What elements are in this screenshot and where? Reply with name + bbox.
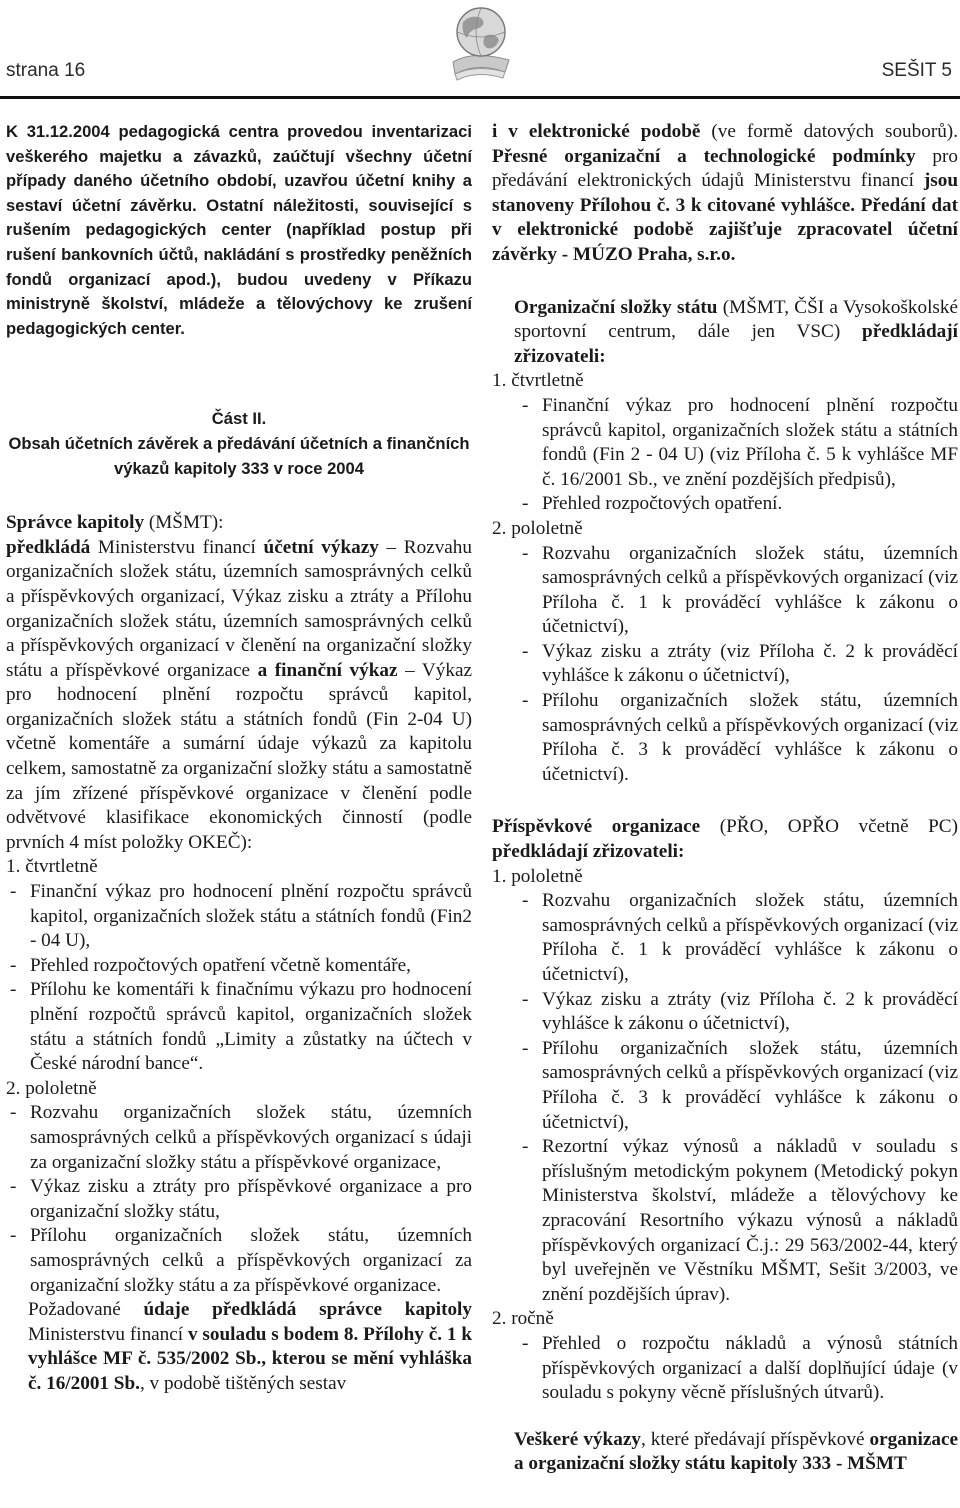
- list-item: - Výkaz zisku a ztráty (viz Příloha č. 2 k prováděcí vyhlášce k zákonu o účetnictví),: [522, 988, 958, 1035]
- header-rule: [0, 96, 960, 99]
- po-heading: Příspěvkové organizace (PŘO, OPŘO včetně PC) předkládají zřizovateli:: [492, 816, 958, 863]
- quarterly-label: 1. čtvrtletně: [6, 856, 98, 878]
- list-item: - Přehled rozpočtových opatření.: [522, 493, 783, 515]
- list-item: - Přílohu organizačních složek státu, územních samosprávných celků a příspěvkových organizací (viz Příloha č. 3 k prováděcí vyhlášce k zákonu o účetnictví).: [522, 690, 958, 785]
- spravce-label: Správce kapitoly: [6, 512, 145, 534]
- part-subtitle: Obsah účetních závěrek a předávání účetních a finančních výkazů kapitoly 333 v roce 2004: [8, 433, 470, 478]
- issue-label: SEŠIT 5: [881, 60, 952, 81]
- half-year-label: 2. pololetně: [492, 517, 583, 539]
- predklada-paragraph: předkládá Ministerstvu financí účetní výkazy – Rozvahu organizačních složek státu, územních samosprávných celků a příspěvkových organizací, Výkaz zisku a ztráty a Přílohu organizačních složek státu, územních samosprávných celků a příspěvkových organizací v členění na organizační složky státu a příspěvkové organizace a finanční výkaz – Výkaz pro hodnocení plnění rozpočtu správců kapitol, organizačních složek státu a státních fondů (Fin 2-04 U) včetně komentáře a sumární údaje výkazů za kapitolu celkem, samostatně za organizační složky státu a samostatně za jím zřízené příspěvkové organizace v členění podle odvětvové klasifikace ekonomických činností (podle prvních 4 míst položky OKEČ):: [6, 536, 472, 853]
- list-item: - Přehled o rozpočtu nákladů a výnosů státních příspěvkových organizací a další doplňující údaje (v souladu s pokyny věcně příslušných útvarů).: [522, 1332, 958, 1404]
- list-item: - Přílohu ke komentáři k finačnímu výkazu pro hodnocení plnění rozpočtů správců kapitol, organizačních složek státu a státních fondů „Limity a zůstatky na účtech v České národní bance“.: [10, 979, 472, 1075]
- left-column: [6, 120, 472, 1397]
- intro-paragraph: K 31.12.2004 pedagogická centra provedou inventarizaci veškerého majetku a závazků, zaúčtují všechny účetní případy daného účetního období, uzavřou účetní knihy a sestaví účetní závěrku. Ostatní náležitosti, související s rušením pedagogických center (například postup při rušení bankovních účtů, nakládání s prostředky peněžních fondů organizací apod.), budou uvedeny v Příkazu ministryně školství, mládeže a tělovýchovy ke zrušení pedagogických center.: [6, 122, 472, 338]
- closing-paragraph: Veškeré výkazy, které předávají příspěvkové organizace a organizační složky státu kapitoly 333 - MŠMT: [514, 1428, 958, 1475]
- globe-book-logo-icon: [443, 2, 519, 84]
- part-title: Část II.: [211, 409, 267, 429]
- half-year-label: 1. pololetně: [492, 865, 583, 887]
- list-item: - Finanční výkaz pro hodnocení plnění rozpočtu správců kapitol, organizačních složek státu a státních fondů (Fin 2 - 04 U) (viz Příloha č. 5 k vyhlášce MF č. 16/2001 Sb., ve znění pozdějších předpisů),: [522, 394, 958, 490]
- yearly-label: 2. ročně: [492, 1308, 554, 1330]
- list-item: - Rozvahu organizačních složek státu, územních samosprávných celků a příspěvkových organizací (viz Příloha č. 1 k prováděcí vyhlášce k zákonu o účetnictví),: [522, 890, 958, 985]
- list-item: - Výkaz zisku a ztráty pro příspěvkové organizace a pro organizační složky státu,: [10, 1176, 472, 1222]
- list-item: - Rezortní výkaz výnosů a nákladů v souladu s příslušným metodickým pokynem (Metodický pokyn Ministerstva školství, mládeže a tělovýchovy ke zpracování Resortního výkazu výnosů a nákladů příspěvkových organizací Č.j.: 29 563/2002-44, který byl uveřejněn ve Věstníku MŠMT, Sešit 3/2003, ve znění pozdějších úprav).: [522, 1136, 958, 1305]
- list-item: - Přehled rozpočtových opatření včetně komentáře,: [10, 954, 411, 976]
- list-item: - Výkaz zisku a ztráty (viz Příloha č. 2 k prováděcí vyhlášce k zákonu o účetnictví),: [522, 640, 958, 687]
- list-item: - Přílohu organizačních složek státu, územních samosprávných celků a příspěvkových organizací za organizační složky státu a za příspěvkové organizace.: [10, 1225, 472, 1296]
- list-item: - Přílohu organizačních složek státu, územních samosprávných celků a příspěvkových organizací (viz Příloha č. 3 k prováděcí vyhlášce k zákonu o účetnictví),: [522, 1037, 958, 1133]
- page-number: strana 16: [6, 60, 86, 81]
- list-item: - Rozvahu organizačních složek státu, územních samosprávných celků a příspěvkových organizací (viz Příloha č. 1 k prováděcí vyhlášce k zákonu o účetnictví),: [522, 542, 958, 638]
- final-paragraph: Požadované údaje předkládá správce kapitoly Ministerstvu financí v souladu s bodem 8. Přílohy č. 1 k vyhlášce MF č. 535/2002 Sb., kterou se mění vyhláška č. 16/2001 Sb., v podobě tištěných sestav: [28, 1299, 472, 1394]
- list-item: - Rozvahu organizačních složek státu, územních samosprávných celků a příspěvkových organizací s údaji za organizační složky státu a příspěvkové organizace,: [10, 1102, 472, 1173]
- spravce-heading: Správce kapitoly (MŠMT):: [6, 512, 224, 534]
- ozs-heading: Organizační složky státu (MŠMT, ČŠI a Vysokoškolské sportovní centrum, dále jen VSC) předkládají zřizovateli:: [514, 296, 958, 367]
- continuation-paragraph: i v elektronické podobě (ve formě datových souborů). Přesné organizační a technologické podmínky pro předávání elektronických údajů Ministerstvu financí jsou stanoveny Přílohou č. 3 k citované vyhlášce. Předání dat v elektronické podobě zajišťuje zpracovatel účetní závěrky - MÚZO Praha, s.r.o.: [492, 121, 959, 265]
- quarterly-label: 1. čtvrtletně: [492, 370, 584, 392]
- right-column: [492, 120, 958, 1477]
- half-year-label: 2. pololetně: [6, 1077, 97, 1099]
- list-item: - Finanční výkaz pro hodnocení plnění rozpočtu správců kapitol, organizačních složek státu a státních fondů (Fin2 - 04 U),: [10, 881, 472, 952]
